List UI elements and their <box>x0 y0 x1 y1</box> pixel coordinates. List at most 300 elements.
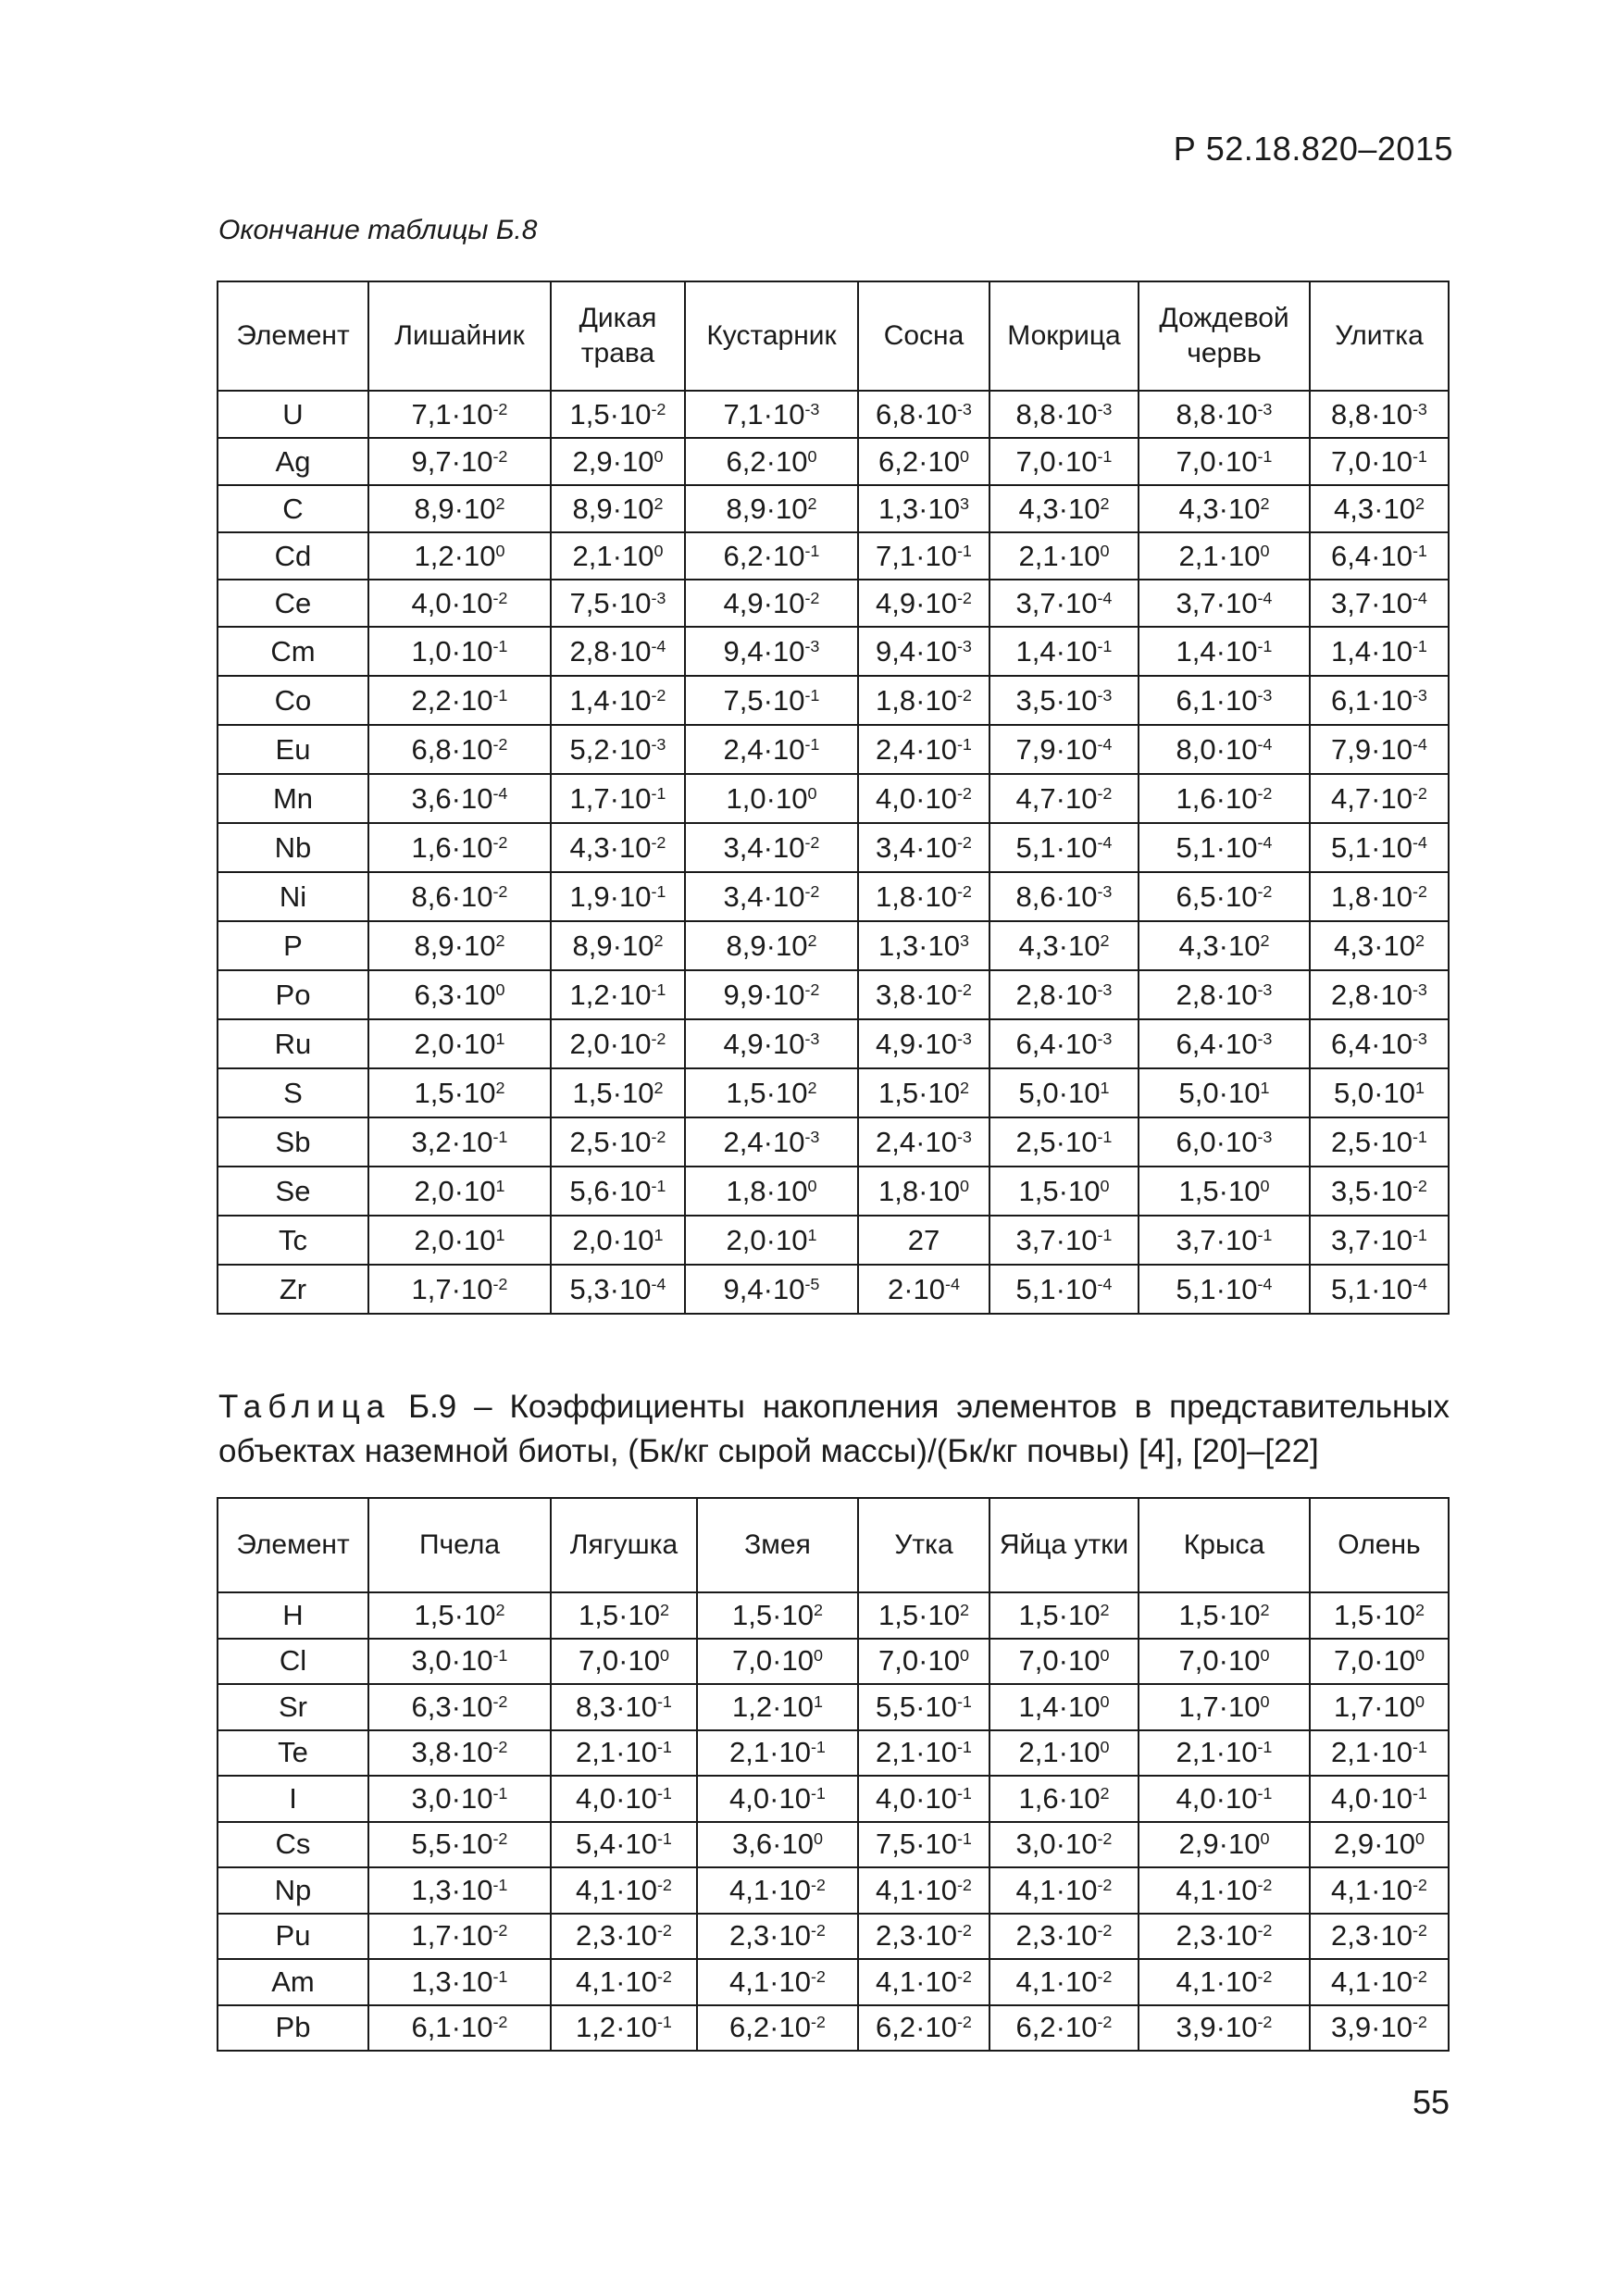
coefficient-cell: $2,1\cdot 10^{-1}$ <box>697 1730 858 1777</box>
coefficient-cell: $2,0\cdot 10^1$ <box>368 1216 551 1265</box>
coefficient-cell: $6,8\cdot 10^{-2}$ <box>368 725 551 774</box>
column-header: Дикая трава <box>551 281 685 391</box>
exponent: -2 <box>492 1691 508 1711</box>
coefficient-cell: $7,0\cdot 10^0$ <box>551 1639 697 1685</box>
column-header: Лягушка <box>551 1498 697 1592</box>
coefficient-cell: $3,7\cdot 10^{-4}$ <box>1310 580 1449 627</box>
coefficient-cell: $1,5\cdot 10^2$ <box>685 1068 858 1117</box>
coefficient-cell: $8,8\cdot 10^{-3}$ <box>1310 391 1449 438</box>
exponent: -4 <box>1257 832 1273 852</box>
coefficient-cell: $3,7\cdot 10^{-4}$ <box>1139 580 1310 627</box>
exponent: -1 <box>492 1966 508 1986</box>
coefficient-cell: $2,8\cdot 10^{-4}$ <box>551 627 685 676</box>
column-header: Элемент <box>218 281 368 391</box>
table-row <box>218 676 1449 725</box>
exponent: 0 <box>813 1829 823 1849</box>
coefficient-cell: $6,0\cdot 10^{-3}$ <box>1139 1117 1310 1167</box>
exponent: -3 <box>1257 1029 1273 1048</box>
coefficient-cell: $4,9\cdot 10^{-2}$ <box>685 580 858 627</box>
coefficient-cell: $8,9\cdot 10^2$ <box>551 921 685 970</box>
coefficient-cell: $4,1\cdot 10^{-2}$ <box>1139 1867 1310 1914</box>
coefficient-cell: $6,2\cdot 10^{-2}$ <box>858 2005 989 2052</box>
coefficient-cell: $5,1\cdot 10^{-4}$ <box>1139 1265 1310 1314</box>
coefficient-cell: $5,2\cdot 10^{-3}$ <box>551 725 685 774</box>
coefficient-cell: $6,8\cdot 10^{-3}$ <box>858 391 989 438</box>
coefficient-cell: $4,0\cdot 10^{-2}$ <box>368 580 551 627</box>
exponent: 1 <box>1414 1078 1425 1097</box>
exponent: -2 <box>956 783 972 803</box>
column-header: Пчела <box>368 1498 551 1592</box>
coefficient-cell: $6,4\cdot 10^{-3}$ <box>1139 1019 1310 1068</box>
coefficient-cell: $3,2\cdot 10^{-1}$ <box>368 1117 551 1167</box>
exponent: -4 <box>1097 1274 1113 1293</box>
element-cell: U <box>218 391 368 438</box>
exponent: 0 <box>959 1646 969 1666</box>
exponent: -1 <box>1097 636 1113 655</box>
coefficient-cell: $2\cdot 10^{-4}$ <box>858 1265 989 1314</box>
exponent: -1 <box>656 2013 672 2032</box>
exponent: -1 <box>956 734 972 754</box>
coefficient-cell: $4,1\cdot 10^{-2}$ <box>551 1867 697 1914</box>
coefficient-cell: $1,4\cdot 10^{-1}$ <box>1139 627 1310 676</box>
coefficient-cell: $2,3\cdot 10^{-2}$ <box>697 1914 858 1960</box>
exponent: -2 <box>956 980 972 999</box>
exponent: 2 <box>659 1600 669 1619</box>
coefficient-cell: $4,3\cdot 10^2$ <box>1310 921 1449 970</box>
element-cell: Ce <box>218 580 368 627</box>
table-header-row <box>218 281 1449 391</box>
exponent: 1 <box>813 1691 823 1711</box>
coefficient-cell: $2,3\cdot 10^{-2}$ <box>1310 1914 1449 1960</box>
exponent: 0 <box>1260 1646 1270 1666</box>
table-body <box>218 1592 1449 2051</box>
exponent: -3 <box>1257 399 1273 418</box>
exponent: -1 <box>656 1738 672 1757</box>
exponent: -3 <box>1257 980 1273 999</box>
exponent: -3 <box>1097 685 1113 705</box>
exponent: 1 <box>1260 1078 1270 1097</box>
exponent: -3 <box>1412 399 1427 418</box>
coefficient-cell: $2,4\cdot 10^{-1}$ <box>858 725 989 774</box>
exponent: -3 <box>1097 881 1113 901</box>
table-row <box>218 1068 1449 1117</box>
exponent: 2 <box>959 1078 969 1097</box>
exponent: 0 <box>1100 1691 1110 1711</box>
coefficient-cell: $1,3\cdot 10^3$ <box>858 485 989 532</box>
exponent: -4 <box>1097 734 1113 754</box>
coefficient-cell: $2,1\cdot 10^{-1}$ <box>1310 1730 1449 1777</box>
coefficient-cell: $7,9\cdot 10^{-4}$ <box>989 725 1139 774</box>
table-row <box>218 1822 1449 1868</box>
exponent: -1 <box>1257 1225 1273 1244</box>
exponent: 2 <box>1100 930 1110 950</box>
exponent: 0 <box>1100 541 1110 560</box>
coefficient-cell: $9,7\cdot 10^{-2}$ <box>368 438 551 485</box>
coefficient-cell: $5,1\cdot 10^{-4}$ <box>1139 823 1310 872</box>
coefficient-cell: $1,3\cdot 10^3$ <box>858 921 989 970</box>
exponent: 2 <box>807 493 817 513</box>
coefficient-cell: $2,0\cdot 10^1$ <box>368 1019 551 1068</box>
exponent: -1 <box>492 1646 508 1666</box>
exponent: 0 <box>1414 1829 1425 1849</box>
exponent: 0 <box>807 446 817 466</box>
coefficient-cell: $4,7\cdot 10^{-2}$ <box>1310 774 1449 823</box>
element-cell: I <box>218 1776 368 1822</box>
element-cell: H <box>218 1592 368 1639</box>
coefficient-cell: $1,4\cdot 10^0$ <box>989 1684 1139 1730</box>
exponent: -1 <box>956 541 972 560</box>
coefficient-cell: $2,0\cdot 10^1$ <box>551 1216 685 1265</box>
exponent: 0 <box>1414 1646 1425 1666</box>
exponent: -4 <box>1412 734 1427 754</box>
exponent: 0 <box>807 1176 817 1195</box>
coefficient-cell: $3,7\cdot 10^{-4}$ <box>989 580 1139 627</box>
exponent: 2 <box>1100 1600 1110 1619</box>
coefficient-cell: $2,1\cdot 10^0$ <box>989 532 1139 580</box>
exponent: -2 <box>1412 1966 1427 1986</box>
element-cell: Te <box>218 1730 368 1777</box>
coefficient-cell: $2,9\cdot 10^0$ <box>551 438 685 485</box>
coefficient-cell: $5,1\cdot 10^{-4}$ <box>1310 823 1449 872</box>
coefficient-cell: $4,1\cdot 10^{-2}$ <box>697 1959 858 2005</box>
exponent: -1 <box>492 1875 508 1894</box>
coefficient-cell: $6,2\cdot 10^0$ <box>685 438 858 485</box>
exponent: -1 <box>651 881 666 901</box>
coefficient-cell: $6,3\cdot 10^0$ <box>368 970 551 1019</box>
exponent: -2 <box>1097 1829 1113 1849</box>
exponent: 0 <box>1100 1738 1110 1757</box>
element-cell: Tc <box>218 1216 368 1265</box>
coefficient-cell: $1,8\cdot 10^{-2}$ <box>1310 872 1449 921</box>
exponent: -2 <box>956 588 972 607</box>
coefficient-cell: $1,9\cdot 10^{-1}$ <box>551 872 685 921</box>
table-row <box>218 532 1449 580</box>
exponent: 0 <box>495 541 505 560</box>
element-cell: Pb <box>218 2005 368 2052</box>
coefficient-cell: $5,0\cdot 10^1$ <box>1139 1068 1310 1117</box>
coefficient-cell: $6,2\cdot 10^{-2}$ <box>697 2005 858 2052</box>
table-row <box>218 1730 1449 1777</box>
table-row <box>218 1914 1449 1960</box>
exponent: -1 <box>1412 541 1427 560</box>
coefficient-cell: $2,3\cdot 10^{-2}$ <box>1139 1914 1310 1960</box>
coefficient-cell: $6,1\cdot 10^{-3}$ <box>1139 676 1310 725</box>
exponent: -2 <box>810 1875 826 1894</box>
coefficient-cell: $5,4\cdot 10^{-1}$ <box>551 1822 697 1868</box>
coefficient-cell: $1,3\cdot 10^{-1}$ <box>368 1867 551 1914</box>
exponent: -3 <box>1097 980 1113 999</box>
coefficient-cell: $5,1\cdot 10^{-4}$ <box>1310 1265 1449 1314</box>
exponent: 2 <box>1260 930 1270 950</box>
coefficient-cell: $7,0\cdot 10^{-1}$ <box>989 438 1139 485</box>
exponent: -3 <box>956 1127 972 1146</box>
coefficient-cell: $3,5\cdot 10^{-3}$ <box>989 676 1139 725</box>
coefficient-cell: $6,3\cdot 10^{-2}$ <box>368 1684 551 1730</box>
coefficient-cell: $2,1\cdot 10^{-1}$ <box>1139 1730 1310 1777</box>
coefficient-cell: $2,1\cdot 10^{-1}$ <box>551 1730 697 1777</box>
element-cell: Pu <box>218 1914 368 1960</box>
coefficient-cell: $4,1\cdot 10^{-2}$ <box>1139 1959 1310 2005</box>
coefficient-cell: $1,0\cdot 10^0$ <box>685 774 858 823</box>
coefficient-cell: $8,3\cdot 10^{-1}$ <box>551 1684 697 1730</box>
coefficient-cell: $4,3\cdot 10^2$ <box>1310 485 1449 532</box>
element-cell: Eu <box>218 725 368 774</box>
coefficient-cell: $1,5\cdot 10^2$ <box>551 1068 685 1117</box>
exponent: -1 <box>1257 1738 1273 1757</box>
exponent: 0 <box>807 783 817 803</box>
exponent: 0 <box>959 446 969 466</box>
element-cell: Ni <box>218 872 368 921</box>
coefficient-cell: $1,4\cdot 10^{-1}$ <box>1310 627 1449 676</box>
element-cell: S <box>218 1068 368 1117</box>
coefficient-cell: $2,5\cdot 10^{-1}$ <box>989 1117 1139 1167</box>
coefficient-cell: $1,3\cdot 10^{-1}$ <box>368 1959 551 2005</box>
exponent: 2 <box>813 1600 823 1619</box>
exponent: -2 <box>1097 1921 1113 1940</box>
coefficient-cell: $4,1\cdot 10^{-2}$ <box>989 1959 1139 2005</box>
exponent: -1 <box>656 1783 672 1803</box>
element-cell: Sr <box>218 1684 368 1730</box>
coefficient-cell: $1,5\cdot 10^2$ <box>368 1592 551 1639</box>
coefficient-cell: $3,7\cdot 10^{-1}$ <box>989 1216 1139 1265</box>
coefficient-cell: $3,8\cdot 10^{-2}$ <box>858 970 989 1019</box>
coefficient-cell: $1,2\cdot 10^{-1}$ <box>551 970 685 1019</box>
exponent: -2 <box>651 685 666 705</box>
coefficient-cell: $4,0\cdot 10^{-1}$ <box>551 1776 697 1822</box>
exponent: 2 <box>1260 1600 1270 1619</box>
coefficient-cell: $7,0\cdot 10^0$ <box>858 1639 989 1685</box>
column-header: Мокрица <box>989 281 1139 391</box>
coefficient-cell: $5,5\cdot 10^{-2}$ <box>368 1822 551 1868</box>
exponent: -1 <box>810 1783 826 1803</box>
coefficient-cell: $1,7\cdot 10^{-1}$ <box>551 774 685 823</box>
coefficient-cell: $3,7\cdot 10^{-1}$ <box>1139 1216 1310 1265</box>
element-cell: Cl <box>218 1639 368 1685</box>
exponent: 0 <box>1260 541 1270 560</box>
exponent: -2 <box>492 1738 508 1757</box>
coefficient-cell: $4,1\cdot 10^{-2}$ <box>858 1867 989 1914</box>
exponent: -1 <box>492 1783 508 1803</box>
table-row <box>218 391 1449 438</box>
table-row <box>218 1639 1449 1685</box>
coefficient-cell: $1,5\cdot 10^2$ <box>368 1068 551 1117</box>
column-header: Кустарник <box>685 281 858 391</box>
coefficient-cell: $3,0\cdot 10^{-1}$ <box>368 1776 551 1822</box>
exponent: 3 <box>959 493 969 513</box>
exponent: -1 <box>492 1127 508 1146</box>
coefficient-cell: $1,2\cdot 10^{-1}$ <box>551 2005 697 2052</box>
exponent: 1 <box>495 1225 505 1244</box>
coefficient-cell: $1,2\cdot 10^1$ <box>697 1684 858 1730</box>
coefficient-cell: $8,8\cdot 10^{-3}$ <box>989 391 1139 438</box>
coefficient-cell: $2,8\cdot 10^{-3}$ <box>1310 970 1449 1019</box>
exponent: 2 <box>1414 493 1425 513</box>
coefficient-cell: $4,9\cdot 10^{-3}$ <box>858 1019 989 1068</box>
exponent: 2 <box>653 1078 664 1097</box>
table-b9-caption-text: Б.9 – Коэффициенты накопления элементов в представительных объектах наземной биоты, (Бк/кг сырой массы)/(Бк/кг почвы) [4], [20]–[22] <box>218 1389 1450 1469</box>
coefficient-cell: $1,6\cdot 10^{-2}$ <box>368 823 551 872</box>
column-header: Элемент <box>218 1498 368 1592</box>
exponent: -1 <box>804 541 820 560</box>
coefficient-cell: $4,3\cdot 10^{-2}$ <box>551 823 685 872</box>
exponent: -2 <box>956 832 972 852</box>
element-cell: Cd <box>218 532 368 580</box>
page-number: 55 <box>1412 2083 1450 2121</box>
element-cell: P <box>218 921 368 970</box>
exponent: -1 <box>810 1738 826 1757</box>
exponent: -2 <box>1257 1875 1273 1894</box>
element-cell: Am <box>218 1959 368 2005</box>
exponent: -2 <box>651 1127 666 1146</box>
coefficient-cell: $2,4\cdot 10^{-1}$ <box>685 725 858 774</box>
coefficient-cell: $4,7\cdot 10^{-2}$ <box>989 774 1139 823</box>
coefficient-cell: $3,9\cdot 10^{-2}$ <box>1310 2005 1449 2052</box>
exponent: 3 <box>959 930 969 950</box>
coefficient-cell: $1,4\cdot 10^{-1}$ <box>989 627 1139 676</box>
exponent: -1 <box>1257 446 1273 466</box>
exponent: 0 <box>653 541 664 560</box>
exponent: -2 <box>956 2013 972 2032</box>
table-row <box>218 1592 1449 1639</box>
exponent: -2 <box>810 2013 826 2032</box>
coefficient-cell: $5,6\cdot 10^{-1}$ <box>551 1167 685 1216</box>
coefficient-cell: $4,0\cdot 10^{-2}$ <box>858 774 989 823</box>
coefficient-cell: $7,5\cdot 10^{-3}$ <box>551 580 685 627</box>
exponent: -3 <box>651 734 666 754</box>
exponent: -2 <box>1257 1966 1273 1986</box>
coefficient-cell: $8,6\cdot 10^{-2}$ <box>368 872 551 921</box>
coefficient-cell: $1,5\cdot 10^2$ <box>1310 1592 1449 1639</box>
exponent: -3 <box>1097 1029 1113 1048</box>
coefficient-cell: $3,0\cdot 10^{-2}$ <box>989 1822 1139 1868</box>
exponent: -1 <box>804 685 820 705</box>
coefficient-cell: $5,0\cdot 10^1$ <box>989 1068 1139 1117</box>
table-row <box>218 1776 1449 1822</box>
coefficient-cell: $1,7\cdot 10^{-2}$ <box>368 1914 551 1960</box>
coefficient-cell: $7,9\cdot 10^{-4}$ <box>1310 725 1449 774</box>
exponent: -2 <box>1412 1875 1427 1894</box>
exponent: 1 <box>807 1225 817 1244</box>
coefficient-cell: $4,1\cdot 10^{-2}$ <box>989 1867 1139 1914</box>
exponent: -3 <box>1412 980 1427 999</box>
exponent: -2 <box>651 399 666 418</box>
exponent: 0 <box>653 446 664 466</box>
coefficient-cell: $2,0\cdot 10^{-2}$ <box>551 1019 685 1068</box>
exponent: -2 <box>1412 2013 1427 2032</box>
exponent: -1 <box>656 1829 672 1849</box>
coefficient-cell: $7,0\cdot 10^0$ <box>1310 1639 1449 1685</box>
coefficient-cell: $8,9\cdot 10^2$ <box>685 921 858 970</box>
exponent: 2 <box>495 1600 505 1619</box>
exponent: -2 <box>810 1921 826 1940</box>
coefficient-cell: $1,8\cdot 10^{-2}$ <box>858 872 989 921</box>
element-cell: Ag <box>218 438 368 485</box>
coefficient-cell: $2,5\cdot 10^{-2}$ <box>551 1117 685 1167</box>
coefficient-cell: $4,3\cdot 10^2$ <box>1139 485 1310 532</box>
exponent: -3 <box>804 1127 820 1146</box>
coefficient-cell: $6,4\cdot 10^{-3}$ <box>989 1019 1139 1068</box>
table-b9-caption <box>218 1385 1450 1474</box>
coefficient-cell: $5,5\cdot 10^{-1}$ <box>858 1684 989 1730</box>
coefficient-cell: $7,0\cdot 10^0$ <box>1139 1639 1310 1685</box>
coefficient-cell: $1,5\cdot 10^0$ <box>1139 1167 1310 1216</box>
exponent: 0 <box>959 1176 969 1195</box>
table-row <box>218 970 1449 1019</box>
column-header: Сосна <box>858 281 989 391</box>
table-row <box>218 1265 1449 1314</box>
exponent: -1 <box>492 636 508 655</box>
coefficient-cell: $5,1\cdot 10^{-4}$ <box>989 1265 1139 1314</box>
coefficient-cell: $1,5\cdot 10^2$ <box>697 1592 858 1639</box>
coefficient-cell: $5,1\cdot 10^{-4}$ <box>989 823 1139 872</box>
column-header: Утка <box>858 1498 989 1592</box>
coefficient-cell: $3,4\cdot 10^{-2}$ <box>685 872 858 921</box>
exponent: -2 <box>1097 1966 1113 1986</box>
exponent: -4 <box>1412 1274 1427 1293</box>
coefficient-cell: $2,3\cdot 10^{-2}$ <box>551 1914 697 1960</box>
coefficient-cell: $1,6\cdot 10^{-2}$ <box>1139 774 1310 823</box>
coefficient-cell: $1,5\cdot 10^2$ <box>551 1592 697 1639</box>
coefficient-cell: 27 <box>858 1216 989 1265</box>
table-row <box>218 2005 1449 2052</box>
coefficient-cell: $8,9\cdot 10^2$ <box>551 485 685 532</box>
coefficient-cell: $6,2\cdot 10^0$ <box>858 438 989 485</box>
table-body <box>218 391 1449 1314</box>
coefficient-cell: $1,5\cdot 10^2$ <box>1139 1592 1310 1639</box>
exponent: -2 <box>956 881 972 901</box>
element-cell: Zr <box>218 1265 368 1314</box>
coefficient-cell: $2,1\cdot 10^0$ <box>1139 532 1310 580</box>
exponent: 2 <box>1100 1783 1110 1803</box>
coefficient-cell: $2,9\cdot 10^0$ <box>1139 1822 1310 1868</box>
exponent: 2 <box>807 1078 817 1097</box>
exponent: -2 <box>1257 1921 1273 1940</box>
exponent: -1 <box>956 1829 972 1849</box>
exponent: 2 <box>1260 493 1270 513</box>
coefficient-cell: $6,4\cdot 10^{-3}$ <box>1310 1019 1449 1068</box>
table-row <box>218 1959 1449 2005</box>
exponent: -4 <box>1097 588 1113 607</box>
exponent: 0 <box>1260 1176 1270 1195</box>
coefficient-cell: $1,5\cdot 10^2$ <box>858 1592 989 1639</box>
exponent: -4 <box>492 783 508 803</box>
exponent: -2 <box>1412 1176 1427 1195</box>
coefficient-cell: $6,1\cdot 10^{-2}$ <box>368 2005 551 2052</box>
coefficient-cell: $2,9\cdot 10^0$ <box>1310 1822 1449 1868</box>
exponent: 2 <box>1414 1600 1425 1619</box>
table-row <box>218 1167 1449 1216</box>
coefficient-cell: $2,1\cdot 10^{-1}$ <box>858 1730 989 1777</box>
coefficient-cell: $3,5\cdot 10^{-2}$ <box>1310 1167 1449 1216</box>
exponent: 2 <box>653 493 664 513</box>
column-header: Дождевой червь <box>1139 281 1310 391</box>
exponent: -3 <box>956 399 972 418</box>
element-cell: Co <box>218 676 368 725</box>
exponent: -4 <box>1257 588 1273 607</box>
exponent: -2 <box>656 1966 672 1986</box>
exponent: -1 <box>656 1691 672 1711</box>
coefficient-cell: $2,0\cdot 10^1$ <box>368 1167 551 1216</box>
exponent: -1 <box>1412 1225 1427 1244</box>
table-b8 <box>217 281 1450 1315</box>
coefficient-cell: $9,4\cdot 10^{-3}$ <box>858 627 989 676</box>
coefficient-cell: $1,5\cdot 10^2$ <box>858 1068 989 1117</box>
exponent: -2 <box>492 832 508 852</box>
coefficient-cell: $4,1\cdot 10^{-2}$ <box>697 1867 858 1914</box>
coefficient-cell: $2,1\cdot 10^0$ <box>551 532 685 580</box>
exponent: 1 <box>653 1225 664 1244</box>
table-row <box>218 580 1449 627</box>
